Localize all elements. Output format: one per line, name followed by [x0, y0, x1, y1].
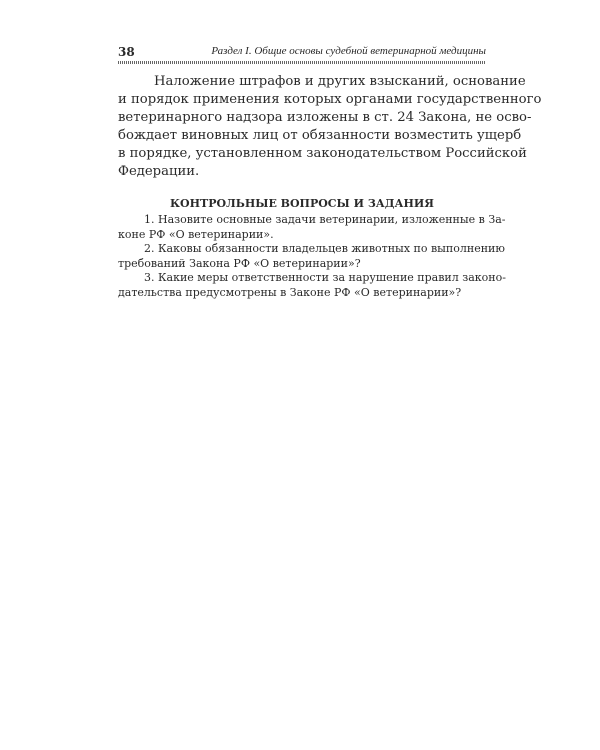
question-line: требований Закона РФ «О ветеринарии»?	[118, 256, 361, 270]
text-line: Наложение штрафов и других взысканий, основание	[154, 74, 526, 89]
questions-list	[118, 213, 506, 300]
question-line: 1. Назовите основные задачи ветеринарии, изложенные в За-	[144, 213, 506, 226]
page-number: 38	[118, 45, 135, 59]
text-line: ветеринарного надзора изложены в ст. 24 Закона, не осво-	[118, 110, 532, 125]
question-line: 3. Какие меры ответственности за нарушение правил законо-	[144, 271, 506, 284]
question-line: дательства предусмотрены в Законе РФ «О ветеринарии»?	[118, 285, 462, 299]
question-line: 2. Каковы обязанности владельцев животных по выполнению	[144, 242, 505, 255]
section-heading: КОНТРОЛЬНЫЕ ВОПРОСЫ И ЗАДАНИЯ	[170, 197, 434, 210]
text-line: и порядок применения которых органами государственного	[118, 92, 542, 107]
text-line: бождает виновных лиц от обязанности возместить ущерб	[118, 128, 522, 143]
text-line: в порядке, установленном законодательством Российской	[118, 146, 527, 161]
text-line: Федерации.	[118, 164, 200, 179]
question-line: коне РФ «О ветеринарии».	[118, 227, 274, 241]
header-rule	[118, 61, 486, 64]
page-header	[118, 45, 486, 59]
running-title: Раздел I. Общие основы судебной ветеринарной медицины	[211, 45, 486, 57]
body-paragraph	[118, 73, 542, 181]
